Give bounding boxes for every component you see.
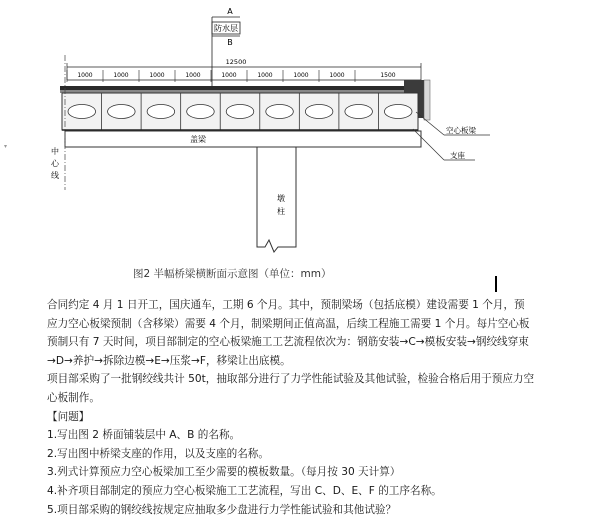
slab-void (147, 105, 175, 119)
segment-dimension-label: 1000 (113, 72, 129, 79)
deck-pavement-layer (60, 86, 424, 90)
paragraph-line: 合同约定 4 月 1 日开工，国庆通车，工期 6 个月。其中，预制梁场（包括底模）建设需要 1 个月，预 (47, 299, 525, 311)
figure-caption: 图2 半幅桥梁横断面示意图（单位：mm） (133, 268, 332, 280)
question-1: 1.写出图 2 桥面铺装层中 A、B 的名称。 (47, 429, 241, 442)
segment-dimension-label: 1500 (380, 72, 396, 79)
slab-void (226, 105, 254, 119)
segment-dimension-label: 1000 (221, 72, 237, 79)
centerline-label-2: 心 (51, 159, 59, 168)
text-cursor (495, 276, 497, 292)
pier-label-2: 柱 (277, 207, 285, 216)
label-b: B (227, 38, 233, 47)
segment-dimension-label: 1000 (185, 72, 201, 79)
question-title: 【问题】 (47, 410, 90, 423)
waterproof-layer-label: 防水层 (214, 24, 238, 33)
question-3: 3.列式计算预应力空心板梁加工至少需要的模板数量。（每月按 30 天计算） (47, 466, 401, 479)
segment-dimension-label: 1000 (77, 72, 93, 79)
question-2: 2.写出图中桥梁支座的作用，以及支座的名称。 (47, 447, 269, 460)
segment-dimension-label: 1000 (329, 72, 345, 79)
paragraph-line: 预制只有 7 天时间，项目部制定的空心板梁施工工艺流程依次为：钢筋安装→C→模板安装→钢绞线穿束 (47, 336, 529, 349)
slab-void (68, 105, 96, 119)
paragraph-line: 心板制作。 (47, 391, 100, 404)
centerline-label-1: 中 (51, 147, 59, 156)
paragraph-line: 应力空心板梁预制（含移梁）需要 4 个月，制梁期间正值高温，后续工程施工需要 1 个月。每片空心板 (47, 317, 530, 330)
cap-beam (65, 131, 421, 147)
question-5: 5.项目部采购的钢绞线按规定应抽取多少盘进行力学性能试验和其他试验？ (47, 503, 397, 516)
slab-void (266, 105, 294, 119)
slab-void (187, 105, 215, 119)
segment-dimension-label: 1000 (257, 72, 273, 79)
paragraph-line: →D→养护→拆除边模→E→压浆→F，移梁让出底模。 (47, 354, 291, 367)
slab-void (345, 105, 373, 119)
centerline-label-3: 线 (51, 171, 59, 180)
question-4: 4.补齐项目部制定的预应力空心板梁施工工艺流程，写出 C、D、E、F 的工序名称。 (47, 484, 442, 497)
hollow-slab-label: 空心板梁 (446, 126, 476, 135)
pier-label-1: 墩 (277, 194, 285, 203)
svg-text:▾: ▾ (4, 143, 8, 150)
slab-void (305, 105, 333, 119)
bearing-label: 支座 (450, 151, 465, 160)
label-a: A (227, 7, 233, 16)
cap-beam-label: 盖梁 (190, 135, 206, 144)
slab-void (384, 105, 412, 119)
paragraph-line: 项目部采购了一批钢绞线共计 50t，抽取部分进行了力学性能试验及其他试验，检验合格后用于预应力空 (47, 373, 535, 386)
segment-dimension-label: 1000 (293, 72, 309, 79)
body-text (47, 296, 567, 519)
segment-dimension-label: 1000 (149, 72, 165, 79)
slab-void (108, 105, 136, 119)
total-width-label: 12500 (225, 58, 247, 66)
